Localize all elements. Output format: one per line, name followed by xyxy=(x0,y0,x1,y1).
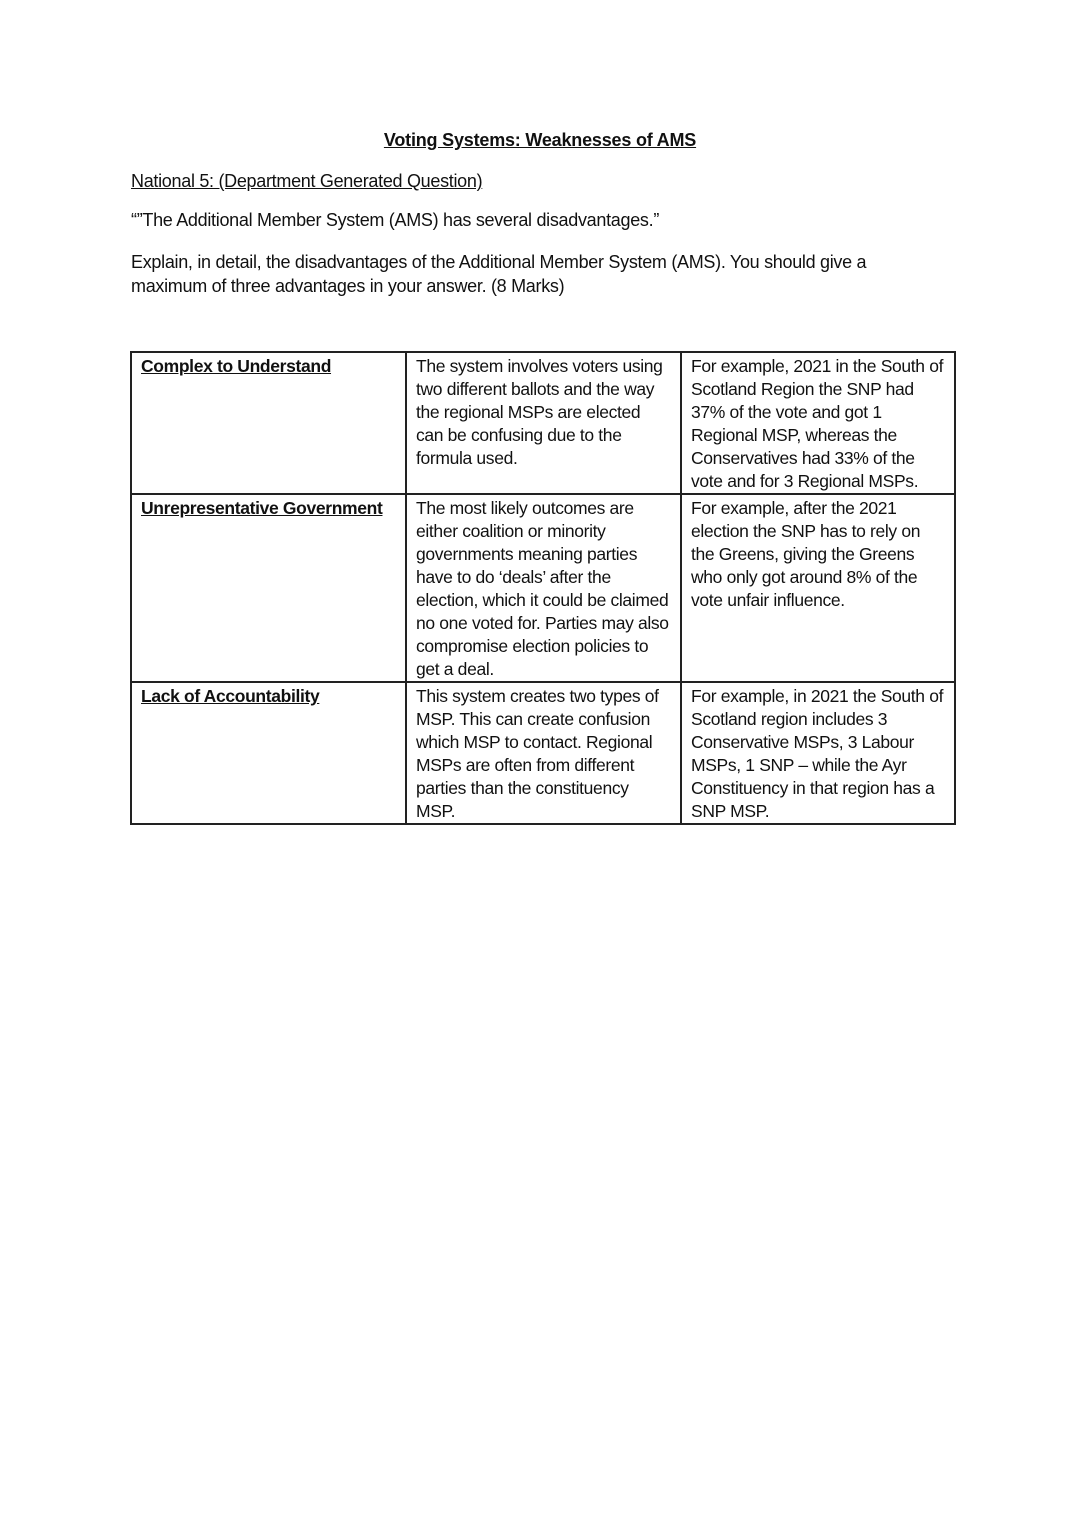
row-heading: Unrepresentative Government xyxy=(141,498,383,518)
row-heading: Lack of Accountability xyxy=(141,686,320,706)
explanation-cell: This system creates two types of MSP. This can create confusion which MSP to contact. Regional MSPs are often from different parties than the constituency MSP. xyxy=(406,682,681,824)
row-heading-cell xyxy=(131,682,406,824)
document-title: Voting Systems: Weaknesses of AMS xyxy=(383,130,697,150)
example-cell: For example, in 2021 the South of Scotland region includes 3 Conservative MSPs, 3 Labour MSPs, 1 SNP – while the Ayr Constituency in that region has a SNP MSP. xyxy=(681,682,955,824)
explanation-cell: The most likely outcomes are either coalition or minority governments meaning parties have to do ‘deals’ after the election, which it could be claimed no one voted for. Parties may also compromise election policies to get a deal. xyxy=(406,494,681,682)
table-row xyxy=(131,494,955,682)
row-heading: Complex to Understand xyxy=(141,356,332,376)
answer-table xyxy=(130,351,956,825)
row-heading-cell xyxy=(131,352,406,494)
explanation-cell: The system involves voters using two different ballots and the way the regional MSPs are elected can be confusing due to the formula used. xyxy=(406,352,681,494)
example-cell: For example, 2021 in the South of Scotland Region the SNP had 37% of the vote and got 1 Regional MSP, whereas the Conservatives had 33% of the vote and for 3 Regional MSPs. xyxy=(681,352,955,494)
example-cell: For example, after the 2021 election the SNP has to rely on the Greens, giving the Greens who only got around 8% of the vote unfair influence. xyxy=(681,494,955,682)
question-quote: “”The Additional Member System (AMS) has several disadvantages.” xyxy=(131,210,660,230)
row-heading-cell xyxy=(131,494,406,682)
table-row xyxy=(131,682,955,824)
question-level: National 5: (Department Generated Question) xyxy=(131,171,483,191)
table-row xyxy=(131,352,955,494)
question-instructions: Explain, in detail, the disadvantages of the Additional Member System (AMS). You should give a maximum of three advantages in your answer. (8 Marks) xyxy=(131,252,867,296)
